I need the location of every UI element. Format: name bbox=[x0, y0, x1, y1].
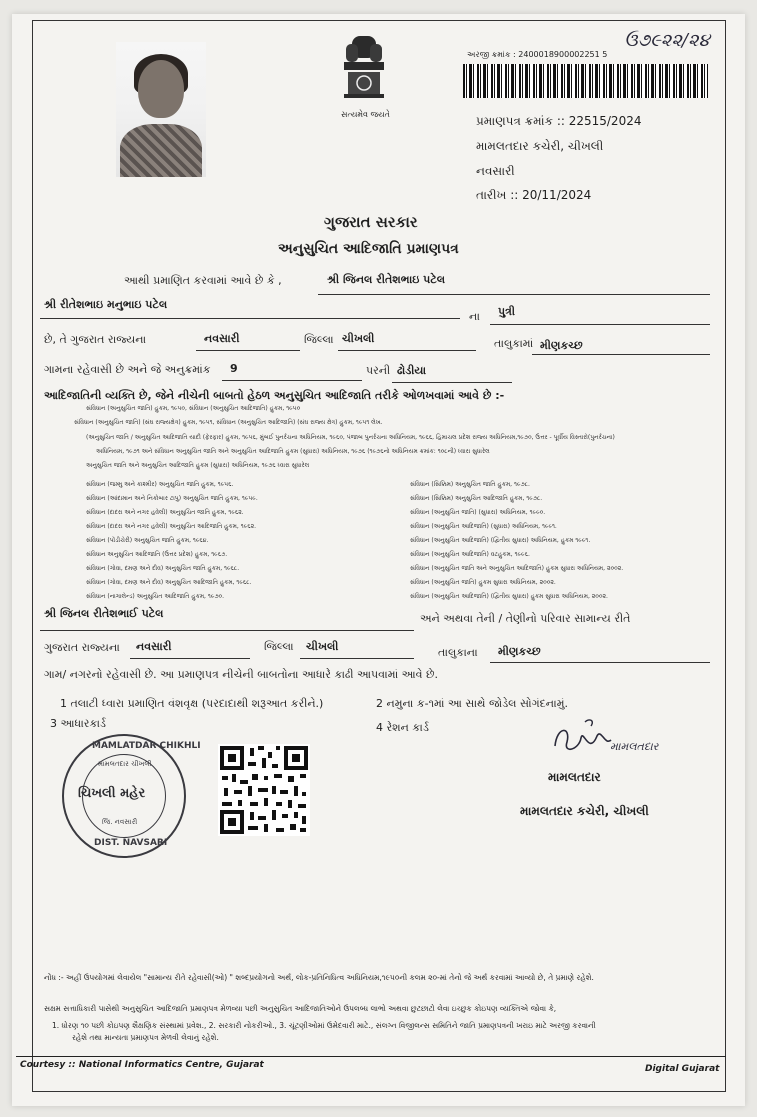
note-purposes: 1. ધોરણ ૧૦ પછી કોઇપણ શૈક્ષણિક સંસ્થામાં પ્રવેશ., 2. સરકારી નોકરીઓ., 3. ચૂંટણીઓમાં ઉમેદવારી માટે., સંલગ્ન વિજીલન્સ સમિતિને જાતિ પ્રમાણપત્રની ખરાઇ માટે અરજી કરવાની bbox=[52, 1021, 596, 1030]
order-item: સંવિધાન (અનુસુચિત જાતિ) (સુધારા) અધિનિયમ, ૧૯૯૦. bbox=[410, 509, 546, 516]
order-item: અનુસુચિત જાતિ અને અનુસુચિત આદિજાતિ હુકમ (સુધારા) અધિનિયમ, ૧૯૭૬ ધ્વારા સુધારેલ bbox=[86, 462, 310, 469]
application-number: અરજી ક્રમાંક : 2400018900002251 5 bbox=[467, 50, 608, 59]
document-item: 3 આધારકાર્ડ bbox=[50, 717, 106, 730]
footer-brand: Digital Gujarat bbox=[645, 1064, 720, 1074]
parent-name: શ્રી રીતેશભાઇ મનુભાઇ પટેલ bbox=[44, 298, 168, 311]
order-item: સંવિધાન (અનુસુચિત આદિજાતિ) (દ્વિતીય સુધારા) હુકમ સુધારા અધિનિયમ, ૨૦૦૨. bbox=[410, 593, 608, 600]
holder-name: શ્રી જિનલ રીતેશભાઇ પટેલ bbox=[327, 273, 446, 286]
order-item: સંવિધાન (અનુસુચિત જાતિ) હુકમ, ૧૯૫૦, સંવિધાન (અનુસુચિત આદિજાતિ) હુકમ, ૧૯૫૦ bbox=[86, 405, 301, 412]
officer-office: મામલતદાર કચેરી, ચીખલી bbox=[520, 804, 649, 818]
order-item: સંવિધાન (અનુસુચિત જાતિ) (સંઘ રાજ્યક્ષેત્ર) હુકમ, ૧૯૫૧, સંવિધાન (અનુસુચિત આદિજાતિ) (સંઘ રાજ્ય ક્ષેત્ર) હુકમ, ૧૯૫૧ લેખ. bbox=[74, 419, 383, 426]
issuing-district: નવસારી bbox=[476, 164, 515, 178]
taluka-value: મીણકચ્છ bbox=[540, 339, 583, 352]
seal-middle-text: ચિખલી મહેર bbox=[78, 786, 146, 801]
order-item: (અનુસુચિત જાતિ / અનુસુચિત આદિજાતિ યાદી (ફેરફાર) હુકમ, ૧૯૫૬, મુંબઈ પુનર્રચના અધિનિયમ, ૧૯૬૦, પંજાબ પુનર્રચના અધિનિયમ, ૧૯૬૬, હિમાચલ પ્રદેશ રાજ્ય અધિનિયમ,૧૯૭૦, ઉત્તર - પૂર્વીય વિસ્તારો(પુનર્રચના) bbox=[86, 434, 615, 441]
order-item: સંવિધાન (અનુસુચિત આદિજાતિ) (સુધારા) અધિનિયમ, ૧૯૯૧. bbox=[410, 523, 557, 530]
note-validity: રહેશે તથા માન્યતા પ્રમાણપત્ર મેળવી લેવાનું રહેશે. bbox=[72, 1033, 219, 1042]
family-residence-label: અને અથવા તેની / તેણીનો પરિવાર સામાન્ય રીતે bbox=[420, 612, 631, 625]
state-label-2: ગુજરાત રાજ્યના bbox=[44, 641, 120, 654]
seal-top-text: MAMLATDAR CHIKHLI bbox=[92, 741, 201, 751]
resident-name: શ્રી જિનલ રીતેશભાઈ પટેલ bbox=[44, 607, 164, 620]
order-item: સંવિધાન (નાગાલેન્ડ) અનુસુચિત આદિજાતિ હુકમ, ૧૯૭૦. bbox=[86, 593, 225, 600]
order-item: અધિનિયમ, ૧૯૭૧ અને સંવિધાન અનુસુચિત જાતિ અને અનુસુચિત આદિજાતિ હુકમ (સુધારા) અધિનિયમ, ૧૯૭૬ (૧૯૭૬નો અધિનિયમ ક્રમાંક: ૧૦૮ની) ધ્વારા સુધારેલ bbox=[96, 448, 490, 455]
order-item: સંવિધાન (સિક્કિમ) અનુસુચિત આદિજાતિ હુકમ, ૧૯૭૮. bbox=[410, 495, 543, 502]
identification-statement: આદિજાતિની વ્યક્તિ છે, જેને નીચેની બાબતો હેઠળ અનુસુચિત આદિજાતિ તરીકે ઓળખવામાં આવે છે :- bbox=[44, 389, 505, 402]
emblem-motto: સત્યમેવ જયતે bbox=[341, 110, 390, 119]
state-label: છે, તે ગુજરાત રાજ્યના bbox=[44, 333, 147, 346]
seal-district-gujarati: જિ. નવસારી bbox=[102, 818, 138, 826]
certificate-number: પ્રમાણપત્ર ક્રમાંક :: 22515/2024 bbox=[476, 114, 642, 128]
district-value-2: ચીખલી bbox=[306, 640, 339, 653]
state-emblem-icon bbox=[336, 32, 392, 114]
signature-text: મામલતદાર bbox=[610, 740, 659, 753]
order-item: સંવિધાન (અનુસુચિત જાતિ અને અનુસુચિત આદિજાતિ) હુકમ સુધારા અધિનિયમ, ૨૦૦૨. bbox=[410, 565, 624, 572]
note-residence: નોંધ :- અહીં ઉપયોગમાં લેવાયેલ "સામાન્ય રીતે રહેવાસી(ઓ) " શબ્દપ્રયોગનો અર્થ, લોક-પ્રતિનિધિત્વ અધિનિયમ,૧૯૫૦ની કલમ ૨૦-માં તેનો જે અર્થ કરવામાં આવ્યો છે, તે પ્રમાણે રહેશે. bbox=[44, 973, 594, 982]
certificate-title: અનુસુચિત આદિજાતિ પ્રમાણપત્ર bbox=[278, 241, 459, 257]
basis-statement: ગામ/ નગરનો રહેવાસી છે. આ પ્રમાણપત્ર નીચેની બાબતોના આધારે કાઢી આપવામાં આવે છે. bbox=[44, 668, 439, 681]
order-item: સંવિધાન (અનુસુચિત આદિજાતિ) વટહુકમ, ૧૯૯૬. bbox=[410, 551, 530, 558]
relation-connector: ના bbox=[469, 310, 480, 323]
serial-label: ગામના રહેવાસી છે અને જે અનુક્રમાંક bbox=[44, 363, 211, 376]
note-benefits: સક્ષમ સત્તાધિકારી પાસેથી અનુસુચિત આદિજાતિ પ્રમાણપત્ર મેળવ્યા પછી અનુસુચિત આદિજાતિઓને ઉપલબ્ધ લાભો અથવા છુટછાટો લેવા ઇચ્છુક કોઇપણ વ્યક્તિએ જોવા કે, bbox=[44, 1004, 557, 1013]
issue-date: તારીખ :: 20/11/2024 bbox=[476, 188, 592, 202]
district-value: ચીખલી bbox=[342, 332, 375, 345]
official-seal bbox=[62, 734, 201, 858]
seal-inner-text: મામલતદાર ચીખલી bbox=[98, 760, 152, 768]
order-item: સંવિધાન (પોંડીચેરી) અનુસુચિત જાતિ હુકમ, ૧૯૬૪. bbox=[86, 537, 209, 544]
order-item: સંવિધાન (જમ્મુ અને કાશ્મીર) અનુસુચિત જાતિ હુકમ, ૧૯૫૬. bbox=[86, 481, 234, 488]
serial-value: 9 bbox=[230, 362, 238, 375]
government-title: ગુજરાત સરકાર bbox=[324, 213, 418, 231]
qr-code bbox=[218, 744, 310, 836]
order-item: સંવિધાન (આંદામાન અને નિકોબાર ટાપુ) અનુસુચિત જાતિ હુકમ, ૧૯૫૯. bbox=[86, 495, 258, 502]
document-item: 1 તલાટી ધ્વારા પ્રમાણિત વંશવૃક્ષ (પરદાદાથી શરૂઆત કરીને.) bbox=[60, 697, 324, 710]
tribe-label: પરની bbox=[366, 364, 391, 377]
district-label-2: જિલ્લા bbox=[264, 640, 294, 653]
document-item: 2 નમુના ક-૧માં આ સાથે જોડેલ સોગંદનામું. bbox=[376, 697, 568, 710]
order-item: સંવિધાન (દાદરા અને નગર હવેલી) અનુસુચિત જાતિ હુકમ, ૧૯૬૨. bbox=[86, 509, 244, 516]
relation-value: પુત્રી bbox=[498, 305, 516, 318]
certify-label: આથી પ્રમાણિત કરવામાં આવે છે કે , bbox=[124, 274, 282, 287]
handwritten-reference: ઉ૭૯૨૨/૨૪ bbox=[624, 30, 710, 51]
order-item: સંવિધાન (ગોવા, દમણ અને દીવ) અનુસુચિત આદિજાતિ હુકમ, ૧૯૬૮. bbox=[86, 579, 252, 586]
order-item: સંવિધાન (ગોવા, દમણ અને દીવ) અનુસુચિત જાતિ હુકમ, ૧૯૬૮. bbox=[86, 565, 240, 572]
taluka-label: તાલુકામાં bbox=[494, 337, 534, 350]
district-label: જિલ્લા bbox=[304, 333, 334, 346]
issuing-office: મામલતદાર કચેરી, ચીખલી bbox=[476, 139, 604, 153]
order-item: સંવિધાન અનુસુચિત આદિજાતિ (ઉત્તર પ્રદેશ) હુકમ, ૧૯૬૭. bbox=[86, 551, 228, 558]
order-item: સંવિધાન (અનુસુચિત આદિજાતિ) (દ્વિતીય સુધારા) અધિનિયમ, હુકમ ૧૯૯૧. bbox=[410, 537, 591, 544]
order-item: સંવિધાન (દાદરા અને નગર હવેલી) અનુસુચિત આદિજાતિ હુકમ, ૧૯૬૨. bbox=[86, 523, 257, 530]
taluka-label-2: તાલુકાના bbox=[438, 646, 478, 659]
tribe-value: ઢોડીયા bbox=[397, 364, 427, 377]
taluka-value-2: મીણકચ્છ bbox=[498, 645, 541, 658]
order-item: સંવિધાન (સિક્કિમ) અનુસુચિત જાતિ હુકમ, ૧૯૭૮. bbox=[410, 481, 530, 488]
order-item: સંવિધાન (અનુસુચિત જાતિ) હુકમ સુધારા અધિનિયમ, ૨૦૦૨. bbox=[410, 579, 556, 586]
state-district-value: નવસારી bbox=[204, 332, 240, 345]
seal-bottom-text: DIST. NAVSARI bbox=[94, 838, 168, 848]
barcode bbox=[463, 64, 708, 98]
document-item: 4 રેશન કાર્ડ bbox=[376, 721, 429, 734]
officer-title: મામલતદાર bbox=[548, 770, 601, 784]
applicant-photo bbox=[116, 42, 206, 177]
footer-courtesy: Courtesy :: National Informatics Centre, Gujarat bbox=[20, 1060, 264, 1070]
state-district-value-2: નવસારી bbox=[136, 640, 172, 653]
